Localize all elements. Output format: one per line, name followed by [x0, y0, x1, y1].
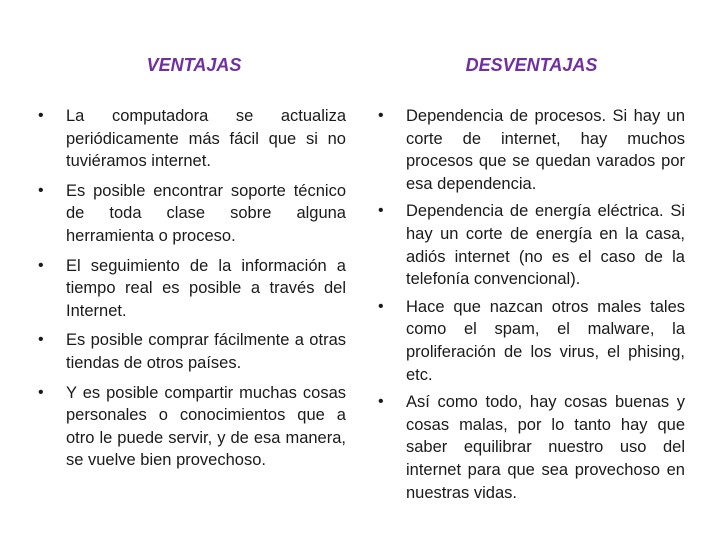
list-item	[38, 255, 346, 323]
list-item	[378, 105, 685, 195]
list-item	[378, 296, 685, 386]
list-item	[38, 105, 346, 173]
list-item-text: Y es posible compartir muchas cosas personales o conocimientos que a otro le puede servir, y de esa manera, se vuelve bien provechoso.	[66, 383, 346, 470]
bullet-icon: •	[38, 256, 44, 274]
list-item	[38, 329, 346, 374]
list-item-text: Es posible encontrar soporte técnico de toda clase sobre alguna herramienta o proceso.	[66, 181, 346, 245]
list-item-text: Así como todo, hay cosas buenas y cosas malas, por lo tanto hay que saber equilibrar nuestro uso del internet para que sea provechoso en nuestras vidas.	[406, 393, 685, 502]
bullet-icon: •	[378, 393, 384, 411]
list-item	[378, 200, 685, 290]
list-item	[38, 382, 346, 472]
list-item-text: Dependencia de procesos. Si hay un corte de internet, hay muchos procesos que se quedan varados por esa dependencia.	[406, 107, 685, 193]
list-item-text: El seguimiento de la información a tiempo real es posible a través del Internet.	[66, 256, 346, 320]
ventajas-list	[38, 105, 346, 479]
bullet-icon: •	[38, 331, 44, 349]
bullet-icon: •	[378, 107, 384, 124]
list-item-text: La computadora se actualiza periódicamente más fácil que si no tuviéramos internet.	[66, 107, 346, 171]
bullet-icon: •	[378, 297, 384, 315]
desventajas-heading: DESVENTAJAS	[465, 55, 598, 75]
desventajas-list	[378, 105, 685, 509]
ventajas-heading: VENTAJAS	[146, 55, 242, 75]
list-item	[378, 391, 685, 504]
bullet-icon: •	[38, 181, 44, 199]
list-item-text: Es posible comprar fácilmente a otras tiendas de otros países.	[66, 331, 346, 372]
bullet-icon: •	[38, 107, 44, 124]
list-item-text: Dependencia de energía eléctrica. Si hay un corte de energía en la casa, adiós internet (no es el caso de la telefonía convencional).	[406, 202, 685, 289]
list-item-text: Hace que nazcan otros males tales como el spam, el malware, la proliferación de los virus, el phising, etc.	[406, 297, 685, 384]
bullet-icon: •	[378, 202, 384, 220]
bullet-icon: •	[38, 383, 44, 401]
list-item	[38, 180, 346, 248]
